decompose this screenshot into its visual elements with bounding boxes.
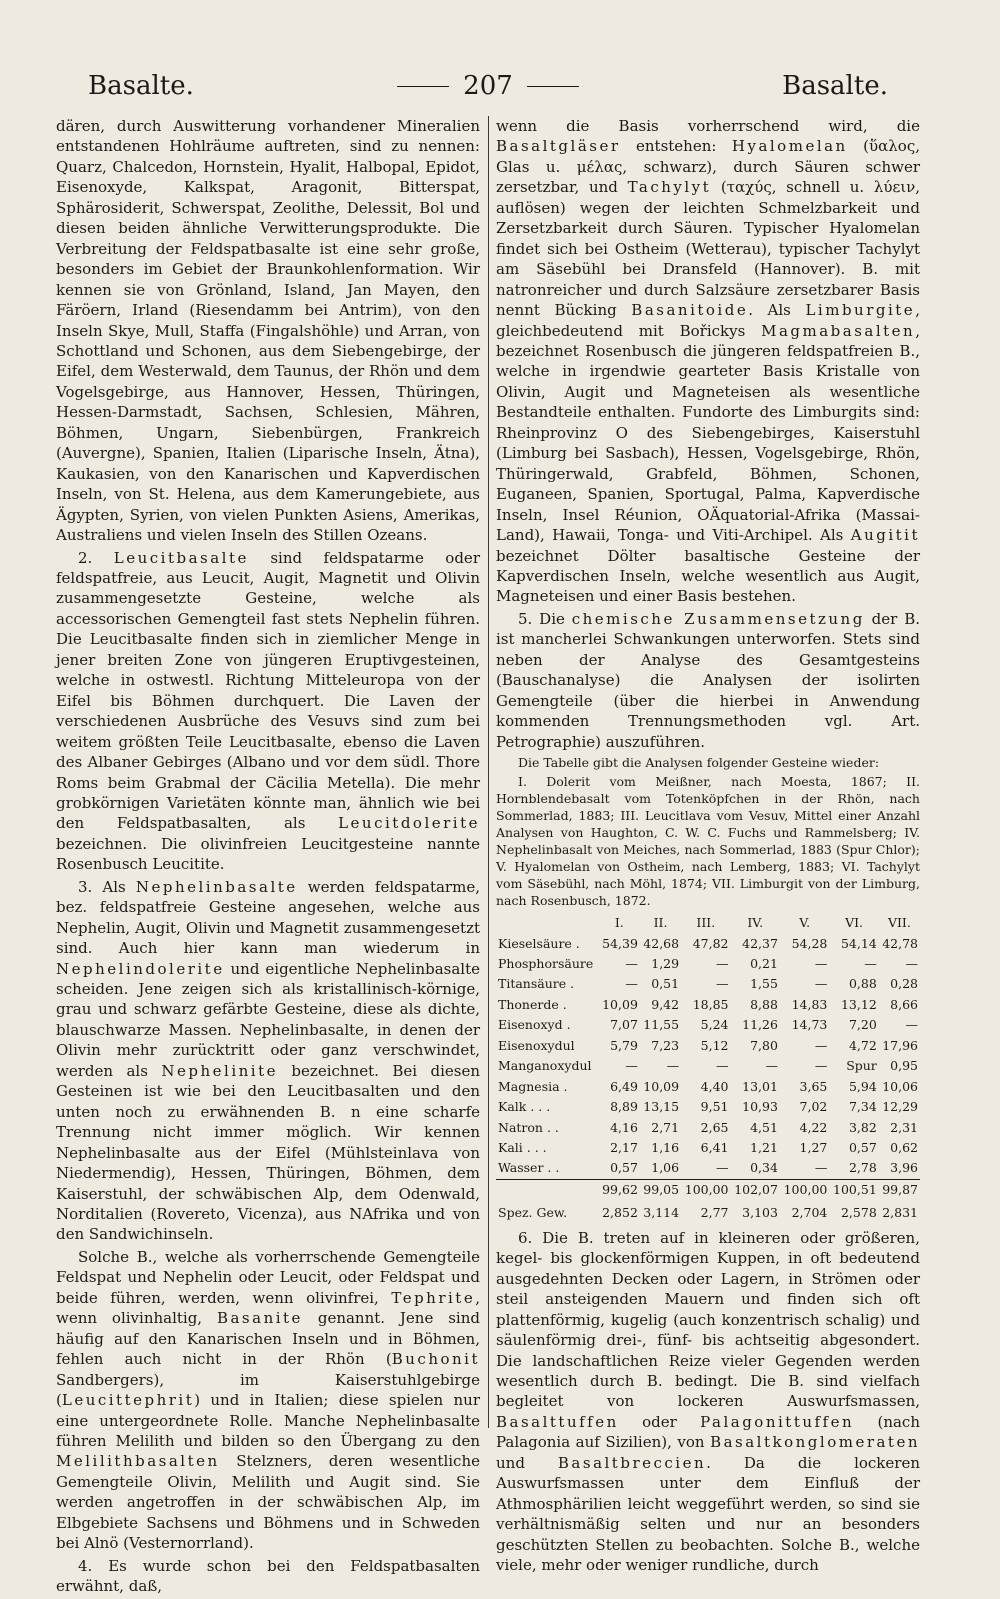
table-cell: — bbox=[905, 1017, 918, 1033]
table-cell: 42,68 bbox=[643, 935, 680, 951]
table-cell: — bbox=[814, 1058, 828, 1074]
table-cell: 2,852 bbox=[602, 1205, 638, 1221]
header-right-title: Basalte. bbox=[782, 71, 888, 101]
table-cell: 5,94 bbox=[848, 1078, 877, 1094]
table-cell: 7,34 bbox=[848, 1099, 877, 1115]
table-row-label: Eisenoxyd . bbox=[498, 1017, 571, 1033]
table-cell: 2,704 bbox=[791, 1205, 828, 1221]
spaced-term: Tephrite bbox=[391, 1288, 476, 1307]
paragraph-text: (nach Palagonia auf Sizilien), von bbox=[496, 1412, 920, 1452]
spaced-term: Nephelinite bbox=[161, 1061, 278, 1080]
table-cell: 0,88 bbox=[848, 976, 877, 992]
table-cell: 10,93 bbox=[742, 1099, 778, 1115]
table-cell: 0,57 bbox=[610, 1160, 638, 1176]
spaced-term: Basaltgläser bbox=[496, 137, 621, 156]
table-cell: 99,87 bbox=[879, 1179, 920, 1200]
table-cell: 8,66 bbox=[890, 996, 918, 1012]
paragraph-text: oder bbox=[618, 1412, 701, 1431]
spaced-term: Augitit bbox=[850, 526, 920, 545]
table-cell: 5,24 bbox=[700, 1017, 729, 1033]
paragraph-nephelinbasalte bbox=[56, 877, 480, 1245]
table-cell: 1,21 bbox=[750, 1140, 778, 1156]
table-body bbox=[496, 934, 920, 1224]
spaced-term: Leucitdolerite bbox=[338, 814, 480, 833]
table-cell: 3,103 bbox=[742, 1205, 778, 1221]
paragraph-text: entstehen: bbox=[620, 137, 732, 156]
table-cell: 4,72 bbox=[848, 1037, 877, 1053]
table-cell: 54,28 bbox=[791, 935, 828, 951]
table-row-label: Titansäure . bbox=[498, 976, 575, 992]
table-cell: 3,65 bbox=[799, 1078, 828, 1094]
paragraph-text: Stelzners, deren wesentliche Gemengteile Olivin, Melilith und Augit sind. Sie werden angetroffen in der schwäbischen Alp, im Elbgebiete Sachsens und Böhmens und in Schweden bei Alnö (Vesternorrland). bbox=[56, 1452, 480, 1553]
spaced-term: Buchonit bbox=[391, 1350, 480, 1369]
table-row-label: Thonerde . bbox=[498, 996, 567, 1012]
table-cell: — bbox=[716, 955, 729, 971]
spaced-term: Basaltkonglomeraten bbox=[710, 1433, 920, 1452]
spaced-term: Melilithbasalten bbox=[56, 1452, 220, 1471]
table-cell: 0,28 bbox=[890, 976, 918, 992]
spaced-term: Leucittephrit bbox=[61, 1391, 195, 1410]
table-cell: 100,00 bbox=[681, 1179, 730, 1200]
table-cell: — bbox=[905, 955, 918, 971]
paragraph-text: Solche B., welche als vorherrschende Gemengteile Feldspat und Nephelin oder Leucit, oder Feldspat und beide führen, werden, wenn olivinfrei, bbox=[56, 1247, 480, 1307]
paragraph-text: bezeichnet. Bei diesen Gesteinen ist wie bei den Leucitbasalten und den unten noch zu erwähnenden B. n eine scharfe Trennung nicht immer möglich. Wir kennen Nephelinbasalte aus der Eifel (Mühlsteinlava von Niedermendig), Hessen, Thüringen, Böhmen, dem Kaiserstuhl, der schwäbischen Alp, dem Odenwald, Norditalien (Rovereto, Vicenza), aus NAfrika und von den Sandwichinseln. bbox=[56, 1061, 480, 1244]
table-cell: 99,05 bbox=[640, 1179, 681, 1200]
table-cell: — bbox=[716, 1160, 729, 1176]
section-number: 5. Die bbox=[518, 609, 572, 628]
table-row bbox=[496, 1077, 920, 1097]
table-cell: 0,62 bbox=[890, 1140, 918, 1156]
table-cell: 2,831 bbox=[882, 1205, 918, 1221]
table-cell: — bbox=[864, 955, 877, 971]
spaced-term: Basanitoide bbox=[631, 301, 749, 320]
table-row bbox=[496, 1097, 920, 1117]
table-cell: 3,96 bbox=[890, 1160, 918, 1176]
table-row bbox=[496, 995, 920, 1015]
table-header-cell: I. bbox=[614, 915, 624, 931]
table-cell: 1,27 bbox=[799, 1140, 828, 1156]
table-cell: 4,22 bbox=[799, 1119, 828, 1135]
table-cell: 5,12 bbox=[700, 1037, 729, 1053]
table-cell: 2,31 bbox=[890, 1119, 918, 1135]
paragraph-text: (ὕαλος, Glas u. μέλας, schwarz), durch Säuren schwer zersetzbar, und bbox=[496, 137, 920, 197]
table-cell: 7,23 bbox=[651, 1037, 680, 1053]
table-cell: 2,78 bbox=[848, 1160, 877, 1176]
table-cell: — bbox=[666, 1058, 680, 1074]
paragraph-text: genannt. Jene sind häufig auf den Kanarischen Inseln und in Böhmen, fehlen auch nicht in der Rhön ( bbox=[56, 1309, 480, 1369]
paragraph-text: bezeichnen. Die olivinfreien Leucitgesteine nannte Rosenbusch Leucitite. bbox=[56, 834, 480, 874]
paragraph bbox=[56, 1556, 480, 1597]
header-rule-left bbox=[397, 86, 449, 87]
section-number: 2. bbox=[78, 548, 93, 567]
table-row-label: Magnesia . bbox=[498, 1078, 568, 1094]
spaced-term: Tachylyt bbox=[627, 178, 712, 197]
table-cell: 2,578 bbox=[840, 1205, 877, 1221]
table-row-label: Manganoxydul bbox=[498, 1058, 592, 1074]
table-cell: 9,51 bbox=[700, 1099, 729, 1115]
table-cell: 1,06 bbox=[651, 1160, 680, 1176]
table-cell: 14,73 bbox=[791, 1017, 828, 1033]
table-intro: Die Tabelle gibt die Analysen folgender Gesteine wieder: bbox=[518, 755, 880, 771]
table-cell: 2,65 bbox=[700, 1119, 729, 1135]
table-cell: — bbox=[814, 1037, 828, 1053]
table-cell: 2,71 bbox=[651, 1119, 680, 1135]
table-sources: I. Dolerit vom Meißner, nach Moesta, 1867; II. Hornblendebasalt vom Totenköpfchen in der Rhön, nach Sommerlad, 1883; III. Leucitlava vom Vesuv, Mittel einer Anzahl Analysen von Haughton, C. W. C. Fuchs und Rammelsberg; IV. Nephelinbasalt von Meiches, nach Sommerlad, 1883 (Spur Chlor); V. Hyalomelan von Ostheim, nach Lemberg, 1883; VI. Tachylyt vom Säsebühl, nach Möhl, 1874; VII. Limburgit von der Limburg, nach Rosenbusch, 1872. bbox=[496, 774, 920, 909]
table-cell: 5,79 bbox=[610, 1037, 638, 1053]
table-cell: 7,20 bbox=[848, 1017, 877, 1033]
table-cell: 2,17 bbox=[610, 1140, 638, 1156]
paragraph-text: der B. ist mancherlei Schwankungen unterworfen. Stets sind neben der Analyse des Gesamtgesteins (Bauschanalyse) die Analysen der isolirten Gemengteile (über die hierbei in Anwendung kommenden Trennungsmethoden vgl. Art. Petrographie) auszuführen. bbox=[496, 609, 920, 751]
table-cell: 42,78 bbox=[882, 935, 918, 951]
table-row-label: Spez. Gew. bbox=[498, 1205, 568, 1221]
table-row bbox=[496, 1158, 920, 1179]
page-number: 207 bbox=[463, 71, 513, 101]
table-cell: 11,26 bbox=[742, 1017, 778, 1033]
table-cell: 1,16 bbox=[651, 1140, 680, 1156]
table-cell: 100,00 bbox=[780, 1179, 829, 1200]
table-cell: 1,29 bbox=[651, 955, 680, 971]
section-number: 3. Als bbox=[78, 877, 126, 896]
table-header-cell: V. bbox=[799, 915, 811, 931]
spaced-term: Basalttuffen bbox=[496, 1412, 619, 1431]
table-sum-row bbox=[496, 1179, 920, 1200]
table-header-row bbox=[496, 913, 920, 933]
table-cell: 0,21 bbox=[750, 955, 778, 971]
paragraph-text: wenn die Basis vorherrschend wird, die bbox=[496, 117, 920, 135]
table-cell: 54,14 bbox=[840, 935, 877, 951]
table-cell: 7,80 bbox=[750, 1037, 778, 1053]
table-cell: 42,37 bbox=[742, 935, 778, 951]
table-cell: 1,55 bbox=[750, 976, 778, 992]
paragraph-text: ) und in Italien; diese spielen nur eine untergeordnete Rolle. Manche Nephelinbasalte führen Melilith und bilden so den Übergang zu den bbox=[56, 1391, 480, 1450]
analysis-table bbox=[496, 913, 920, 1224]
table-row bbox=[496, 954, 920, 974]
table-cell: 0,51 bbox=[651, 976, 680, 992]
paragraph-text: dären, durch Auswitterung vorhandener Mineralien entstandenen Hohlräume auftreten, sind zu nennen: Quarz, Chalcedon, Hornstein, Hyalit, Halbopal, Epidot, Eisenoxyde, Kalkspat, Aragonit, Bitterspat, Sphärosiderit, Schwerspat, Zeolithe, Delessit, Bol und diesen beiden ähnliche Verwitterungsprodukte. Die Verbreitung der Feldspatbasalte ist eine sehr große, besonders im Gebiet der Braunkohlenformation. Wir kennen sie von Grönland, Island, Jan Mayen, den Färöern, Irland (Riesendamm bei Antrim), von den Inseln Skye, Mull, Staffa (Fingalshöhle) und Arran, von Schottland und Schonen, aus dem Siebengebirge, der Eifel, dem Westerwald, dem Taunus, der Rhön und dem Vogelsgebirge, aus Hannover, Hessen, Thüringen, Hessen-Darmstadt, Sachsen, Schlesien, Mähren, Böhmen, Ungarn, Siebenbürgen, Frankreich (Auvergne), Spanien, Italien (Liparische Inseln, Ätna), Kaukasien, von den Kanarischen und Kapverdischen Inseln, von St. Helena, aus dem Kamerungebiete, aus Ägypten, Syrien, von vielen Punkten Asiens, Amerikas, Australiens und vielen Inseln des Stillen Ozeans. bbox=[56, 117, 480, 545]
table-header-cell: II. bbox=[653, 915, 668, 931]
spaced-term: Nephelindolerite bbox=[56, 959, 225, 978]
table-cell: 18,85 bbox=[692, 996, 729, 1012]
table-cell: — bbox=[765, 1058, 778, 1074]
table-row-label: Kali . . . bbox=[498, 1140, 547, 1156]
spaced-term: Hyalomelan bbox=[731, 137, 848, 156]
table-cell: 8,88 bbox=[750, 996, 778, 1012]
table-row bbox=[496, 1138, 920, 1158]
paragraph-text: und bbox=[496, 1453, 558, 1472]
table-cell: 0,95 bbox=[890, 1058, 918, 1074]
table-cell: 13,01 bbox=[742, 1078, 778, 1094]
header-rule-right bbox=[527, 86, 579, 87]
table-cell: 4,51 bbox=[750, 1119, 778, 1135]
running-header bbox=[88, 66, 888, 106]
table-header-cell: IV. bbox=[747, 915, 764, 931]
spaced-term: Basaltbreccien bbox=[557, 1453, 707, 1472]
paragraph-text: . Da die lockeren Auswurfsmassen unter dem Einfluß der Athmosphärilien leicht weggeführt werden, so sind sie verhältnismäßig selten und nur an besonders geschützten Stellen zu beobachten. Solche B., welche viele, mehr oder weniger rundliche, durch bbox=[496, 1453, 920, 1575]
table-cell: 2,77 bbox=[700, 1205, 729, 1221]
table-cell: 7,02 bbox=[799, 1099, 828, 1115]
spaced-term: Leucitbasalte bbox=[113, 548, 249, 567]
table-header-cell: III. bbox=[696, 915, 716, 931]
table-row-label: Kalk . . . bbox=[498, 1099, 551, 1115]
table-cell: 12,29 bbox=[882, 1099, 918, 1115]
left-column bbox=[56, 116, 480, 1599]
paragraph-tephrite bbox=[56, 1247, 480, 1554]
header-left-title: Basalte. bbox=[88, 71, 194, 101]
table-cell: 4,40 bbox=[700, 1078, 729, 1094]
paragraph-text: , wenn olivinhaltig, bbox=[56, 1288, 480, 1328]
table-cell: 10,09 bbox=[643, 1078, 680, 1094]
table-cell: 10,06 bbox=[882, 1078, 918, 1094]
table-row-label: Wasser . . bbox=[498, 1160, 560, 1176]
table-cell: 47,82 bbox=[692, 935, 729, 951]
paragraph-text: 4. Es wurde schon bei den Feldspatbasalten erwähnt, daß, bbox=[56, 1556, 480, 1596]
paragraph-text: bezeichnet Dölter basaltische Gesteine der Kapverdischen Inseln, welche wesentlich aus Augit, Magneteisen und einer Basis bestehen. bbox=[496, 546, 920, 606]
table-cell: 3,82 bbox=[848, 1119, 877, 1135]
table-cell: 0,57 bbox=[848, 1140, 877, 1156]
table-row-label: Kieselsäure . bbox=[498, 935, 580, 951]
paragraph-text: . Als bbox=[748, 301, 806, 320]
table-header-cell: VII. bbox=[887, 915, 911, 931]
paragraph-text: (ταχύς, schnell u. λύειν, auflösen) wegen der leichten Schmelzbarkeit und Zersetzbarkeit durch Säuren. Typischer Hyalomelan findet sich bei Ostheim (Wetterau), typischer Tachylyt am Säsebühl bei Dransfeld (Hannover). B. mit natronreicher und durch Salzsäure zersetzbarer Basis nennt Bücking bbox=[496, 178, 920, 320]
table-header-cell: VI. bbox=[845, 915, 864, 931]
paragraph-vorkommen bbox=[496, 1228, 920, 1576]
table-cell: 100,51 bbox=[829, 1179, 878, 1200]
table-cell: 9,42 bbox=[651, 996, 680, 1012]
spaced-term: Palagonittuffen bbox=[700, 1412, 855, 1431]
right-column bbox=[496, 116, 920, 1578]
spaced-term: chemische Zusammensetzung bbox=[571, 609, 865, 628]
table-row bbox=[496, 1056, 920, 1076]
table-row bbox=[496, 974, 920, 994]
table-row bbox=[496, 1118, 920, 1138]
spaced-term: Limburgite bbox=[805, 301, 916, 320]
spaced-term: Basanite bbox=[216, 1309, 303, 1328]
table-cell: 10,09 bbox=[602, 996, 638, 1012]
table-cell: — bbox=[625, 976, 638, 992]
table-cell: — bbox=[625, 955, 638, 971]
table-cell: 14,83 bbox=[791, 996, 828, 1012]
table-cell: — bbox=[814, 955, 828, 971]
table-cell: 8,89 bbox=[610, 1099, 638, 1115]
table-cell: 13,15 bbox=[643, 1099, 680, 1115]
table-cell: 102,07 bbox=[731, 1179, 780, 1200]
table-cell: — bbox=[814, 976, 828, 992]
table-row bbox=[496, 1036, 920, 1056]
table-cell: — bbox=[814, 1160, 828, 1176]
table-cell: 3,114 bbox=[643, 1205, 680, 1221]
paragraph-chemie bbox=[496, 609, 920, 752]
table-row-label: Eisenoxydul bbox=[498, 1037, 575, 1053]
table-cell: 11,55 bbox=[643, 1017, 680, 1033]
table-cell: 17,96 bbox=[882, 1037, 918, 1053]
paragraph-text: sind feldspatarme oder feldspatfreie, aus Leucit, Augit, Magnetit und Olivin zusammengesetzte Gesteine, welche als accessorischen Gemengteil fast stets Nephelin führen. Die Leucitbasalte finden sich in ziemlicher Menge in jener breiten Zone von jüngeren Eruptivgesteinen, welche in ostwestl. Richtung Mitteleuropa von der Eifel bis Böhmen durchquert. Die Laven der verschiedenen Ausbrüche des Vesuvs sind zum bei weitem größten Teile Leucitbasalte, ebenso die Laven des Albaner Gebirges (Albano und vor dem südl. Thore Roms beim Grabmal der Cäcilia Metella). Die mehr grobkörnigen Varietäten könnte man, ähnlich wie bei den Feldspatbasalten, als bbox=[56, 548, 480, 833]
spaced-term: Nephelinbasalte bbox=[135, 877, 298, 896]
table-cell: 54,39 bbox=[602, 935, 638, 951]
spaced-term: Magmabasalten bbox=[761, 321, 916, 340]
table-cell: Spur bbox=[846, 1058, 877, 1074]
table-cell: — bbox=[716, 1058, 729, 1074]
paragraph-text: 6. Die B. treten auf in kleineren oder größeren, kegel- bis glockenförmigen Kuppen, in oft bedeutend ausgedehnten Decken oder Lagern, in Strömen oder steil ansteigenden Mauern und finden sich oft plattenförmig, kugelig (auch konzentrisch schalig) und säulenförmig drei-, fünf- bis achtseitig abgesondert. Die landschaftlichen Reize vieler Gegenden werden wesentlich durch B. bedingt. Die B. sind vielfach begleitet von lockeren Auswurfsmassen, bbox=[496, 1228, 920, 1411]
table-header-cell bbox=[496, 913, 599, 933]
paragraph-text: werden feldspatarme, bez. feldspatfreie Gesteine angesehen, welche aus Nephelin, Augit, Olivin und Magnetit zusammengesetzt sind. Auch hier kann man wiederum in bbox=[56, 877, 480, 958]
paragraph-text: , bezeichnet Rosenbusch die jüngeren feldspatfreien B., welche in irgendwie gearteter Basis Kristalle von Olivin, Augit und Magneteisen als wesentliche Bestandteile enthalten. Fundorte des Limburgits sind: Rheinprovinz O des Siebengebirges, Kaiserstuhl (Limburg bei Sasbach), Hessen, Vogelsgebirge, Rhön, Thüringerwald, Grabfeld, Böhmen, Schonen, Euganeen, Spanien, Sportugal, Palma, Kapverdische Inseln, Insel Réunion, OÄquatorial-Afrika (Massai-Land), Hawaii, Tonga- und Viti-Archipel. Als bbox=[496, 321, 920, 545]
table-cell: 6,49 bbox=[610, 1078, 638, 1094]
table-cell: — bbox=[716, 976, 729, 992]
paragraph-text: , gleichbedeutend mit Bořickys bbox=[496, 301, 920, 340]
table-cell: 99,62 bbox=[599, 1179, 640, 1200]
table-row-label: Phosphorsäure bbox=[498, 955, 594, 971]
table-cell: — bbox=[625, 1058, 638, 1074]
table-cell: 6,41 bbox=[700, 1140, 729, 1156]
paragraph-text: und eigentliche Nephelinbasalte scheiden. Jene zeigen sich als kristallinisch-körnige, grau und schwarz gefärbte Gesteine, diese als dichte, blauschwarze Massen. Nephelinbasalte, in denen der Olivin mehr zurücktritt oder ganz verschwindet, werden als bbox=[56, 959, 480, 1080]
table-cell: 0,34 bbox=[750, 1160, 778, 1176]
column-divider bbox=[488, 116, 489, 1428]
table-row bbox=[496, 1015, 920, 1035]
table-cell: 4,16 bbox=[610, 1119, 638, 1135]
table-cell: 7,07 bbox=[610, 1017, 638, 1033]
table-cell: 13,12 bbox=[840, 996, 877, 1012]
paragraph-text: Sandbergers), im Kaiserstuhlgebirge ( bbox=[56, 1370, 480, 1410]
table-row-label bbox=[496, 1179, 599, 1200]
table-row-label: Natron . . bbox=[498, 1119, 559, 1135]
page-number-group bbox=[397, 71, 579, 101]
paragraph-basaltglaeser bbox=[496, 116, 920, 607]
table-specific-gravity-row bbox=[496, 1200, 920, 1223]
table-row bbox=[496, 934, 920, 954]
paragraph bbox=[56, 116, 480, 546]
paragraph-leucitbasalte bbox=[56, 548, 480, 875]
